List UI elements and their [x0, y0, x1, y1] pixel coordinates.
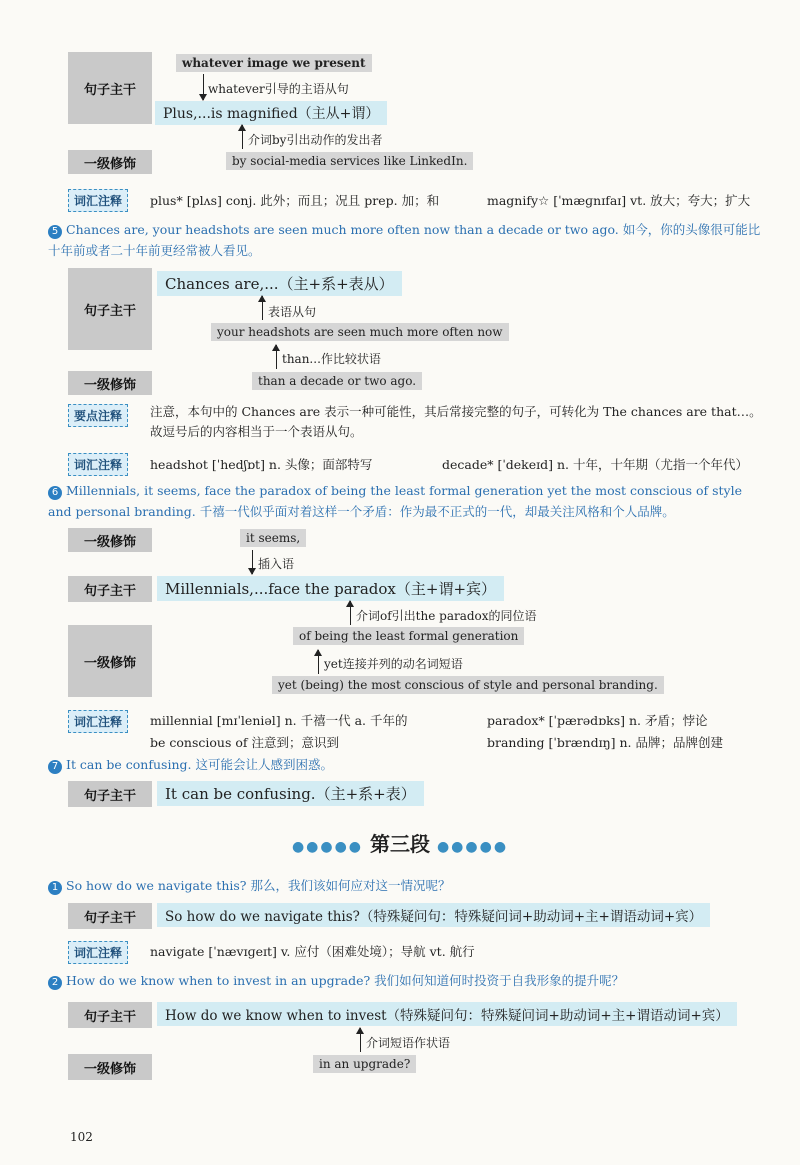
- p3-sentence-1: [48, 875, 763, 896]
- vocab-entry: branding [ˈbrændɪŋ] n. 品牌；品牌创建: [487, 735, 723, 750]
- first-modifier-label: 一级修饰: [68, 1054, 152, 1080]
- decor-dots-right: ●●●●●: [436, 839, 509, 855]
- sentence-number: 1: [48, 881, 62, 895]
- p3-sentence-2: [48, 970, 763, 991]
- note-yet: yet连接并列的动名词短语: [324, 657, 463, 671]
- sentence-number: 7: [48, 760, 62, 774]
- note-subject: whatever引导的主语从句: [208, 82, 349, 96]
- main-clause-label: 句子主干: [68, 781, 152, 807]
- main-clause: How do we know when to invest（特殊疑问句：特殊疑问词+助动词+主+谓语动词+宾）: [157, 1002, 737, 1026]
- vocab-entry: be conscious of 注意到；意识到: [150, 735, 339, 750]
- sentence-translation: 这可能会让人感到困惑。: [195, 757, 333, 772]
- vocab-entry: headshot [ˈhedʃɒt] n. 头像；面部特写: [150, 457, 373, 472]
- sentence-translation: 那么，我们该如何应对这一情况呢？: [250, 878, 451, 893]
- vocab-note-label: 词汇注释: [68, 710, 128, 733]
- key-note-label: 要点注释: [68, 404, 128, 427]
- vocab-entry: millennial [mɪˈleniəl] n. 千禧一代 a. 千年的: [150, 713, 408, 728]
- sentence-text: So how do we navigate this?: [66, 878, 247, 893]
- page-number: 102: [70, 1130, 93, 1144]
- note-insertion: 插入语: [258, 557, 295, 571]
- modifier: than a decade or two ago.: [252, 372, 422, 390]
- decor-dots-left: ●●●●●: [291, 839, 364, 855]
- vocab-entry: navigate [ˈnævɪɡeɪt] v. 应付（困难处境）；导航 vt. 航行: [150, 944, 475, 959]
- modifier: of being the least formal generation: [293, 627, 524, 645]
- sentence-translation: 千禧一代似乎面对着这样一个矛盾：作为最不正式的一代，却最关注风格和个人品牌。: [199, 504, 675, 519]
- sentence-translation: 如今，你的头像很可能比十年前或者二十年前更经常被人看见。: [48, 222, 761, 258]
- arrow: [203, 74, 204, 100]
- modifier: in an upgrade?: [313, 1055, 416, 1073]
- note-prep: 介词短语作状语: [366, 1036, 451, 1050]
- main-clause: Plus,...is magnified（主从+谓）: [155, 101, 387, 125]
- key-note-text: 注意，本句中的 Chances are 表示一种可能性，其后常接完整的句子，可转化为 The chances are that…。故逗号后的内容相当于一个表语从句。: [150, 404, 762, 439]
- vocab-note-label: 词汇注释: [68, 453, 128, 476]
- first-modifier-label: 一级修饰: [68, 150, 152, 174]
- main-clause-label: 句子主干: [68, 576, 152, 602]
- arrow: [350, 601, 351, 625]
- note-predicative: 表语从句: [268, 305, 317, 319]
- first-modifier-label: 一级修饰: [68, 371, 152, 395]
- main-clause-label: 句子主干: [68, 903, 152, 929]
- sentence-text: Chances are, your headshots are seen much more often now than a decade or two ago.: [66, 222, 619, 237]
- main-clause: So how do we navigate this?（特殊疑问句：特殊疑问词+助动词+主+谓语动词+宾）: [157, 903, 710, 927]
- sentence-text: It can be confusing.: [66, 757, 192, 772]
- sentence-text: Millennials, it seems, face the paradox of being the least formal generation yet the most conscious of style and personal branding.: [48, 483, 743, 519]
- vocab-entry: magnify☆ [ˈmæɡnɪfaɪ] vt. 放大；夸大；扩大: [487, 193, 751, 208]
- section-title: [0, 828, 800, 857]
- vocab-entry: plus* [plʌs] conj. 此外；而且；况且 prep. 加；和: [150, 193, 440, 208]
- note-than: than...作比较状语: [282, 352, 381, 366]
- vocab-note-label: 词汇注释: [68, 941, 128, 964]
- sentence-number: 2: [48, 976, 62, 990]
- vocab-entry: paradox* [ˈpærədɒks] n. 矛盾；悖论: [487, 713, 708, 728]
- vocab-note-label: 词汇注释: [68, 189, 128, 212]
- sentence-number: 6: [48, 486, 62, 500]
- arrow: [242, 125, 243, 149]
- arrow: [262, 296, 263, 320]
- modifier: yet (being) the most conscious of style and personal branding.: [272, 676, 664, 694]
- main-clause: It can be confusing.（主+系+表）: [157, 781, 424, 806]
- subject-clause: whatever image we present: [176, 54, 372, 72]
- note-appositive: 介词of引出the paradox的同位语: [356, 609, 537, 623]
- modifier: by social-media services like LinkedIn.: [226, 152, 473, 170]
- main-clause: Millennials,...face the paradox（主+谓+宾）: [157, 576, 504, 601]
- main-clause: Chances are,...（主+系+表从）: [157, 271, 402, 296]
- arrow: [252, 550, 253, 574]
- sentence-5: [48, 219, 763, 261]
- main-clause-label: 句子主干: [68, 268, 152, 350]
- note-by: 介词by引出动作的发出者: [248, 133, 383, 147]
- section-title-text: 第三段: [370, 832, 430, 856]
- sentence-number: 5: [48, 225, 62, 239]
- predicative-clause: your headshots are seen much more often now: [211, 323, 509, 341]
- insertion: it seems,: [240, 529, 306, 547]
- sentence-6: [48, 480, 763, 522]
- first-modifier-label: 一级修饰: [68, 528, 152, 552]
- arrow: [318, 650, 319, 674]
- main-clause-label: 句子主干: [68, 1002, 152, 1028]
- sentence-translation: 我们如何知道何时投资于自我形象的提升呢？: [374, 973, 625, 988]
- arrow: [276, 345, 277, 369]
- vocab-entry: decade* [ˈdekeɪd] n. 十年，十年期（尤指一个年代）: [442, 457, 749, 472]
- main-clause-label: 句子主干: [68, 52, 152, 124]
- sentence-text: How do we know when to invest in an upgrade?: [66, 973, 371, 988]
- first-modifier-label: 一级修饰: [68, 625, 152, 697]
- sentence-7: [48, 754, 763, 775]
- arrow: [360, 1028, 361, 1052]
